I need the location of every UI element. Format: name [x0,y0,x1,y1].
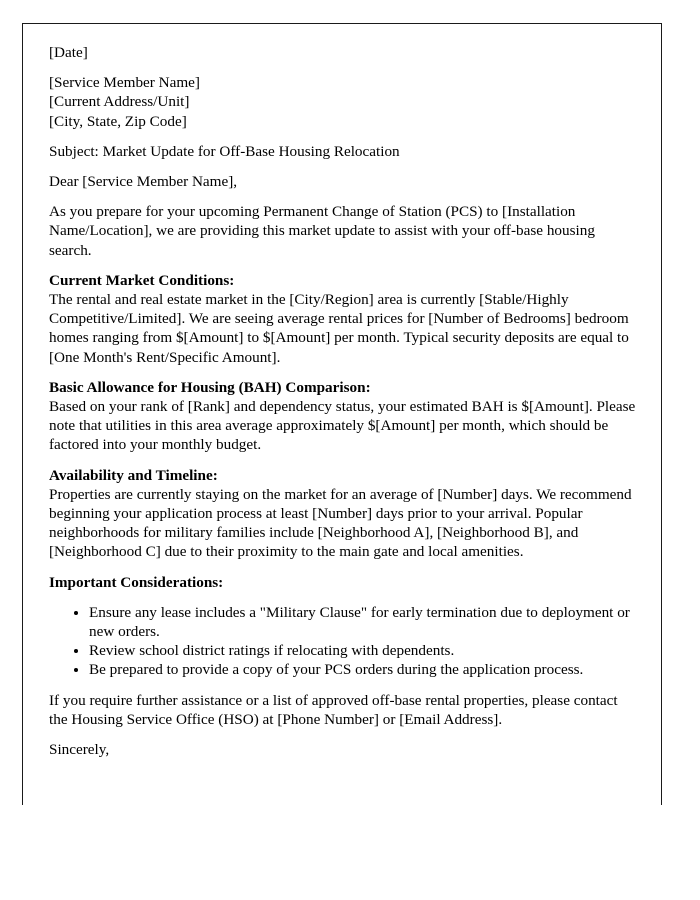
intro-paragraph-block [49,202,639,260]
subject-line: Subject: Market Update for Off-Base Housing Relocation [49,142,400,160]
document-page [22,23,662,805]
date-line: [Date] [49,44,88,61]
salutation-line: Dear [Service Member Name], [49,173,238,191]
signoff-line: Sincerely, [49,741,110,759]
section-availability-and-timeline [49,466,639,562]
subject-block [49,142,639,161]
section-heading-important-considerations: Important Considerations: [49,573,224,591]
signoff-block [49,740,639,759]
closing-paragraph: If you require further assistance or a list of approved off-base rental properties, please contact the Housing Service Office (HSO) at [Phone Number] or [Email Address]. [49,691,618,728]
recipient-address-line: [Current Address/Unit] [49,93,190,111]
considerations-list [49,603,639,680]
list-item: • Ensure any lease includes a "Military Clause" for early termination due to deployment or new orders. [89,603,639,641]
section-heading-current-market-conditions: Current Market Conditions: [49,271,235,289]
section-body-availability-and-timeline: Properties are currently staying on the market for an average of [Number] days. We recommend beginning your application process at least [Number] days prior to your arrival. Popular neighborhoods for military families include [Neighborhood A], [Neighborhood B], and [Neighborhood C] due to their proximity to the main gate and local amenities. [49,485,632,561]
date-block [49,43,639,62]
intro-paragraph: As you prepare for your upcoming Permanent Change of Station (PCS) to [Installation Name/Location], we are providing this market update to assist with your off-base housing search. [49,203,595,259]
section-body-current-market-conditions: The rental and real estate market in the [City/Region] area is currently [Stable/Highly Competitive/Limited]. We are seeing average rental prices for [Number of Bedrooms] bedroom homes ranging from $[Amount] to $[Amount] per month. Typical security deposits are equal to [One Month's Rent/Specific Amount]. [49,291,629,366]
letter-body [49,43,639,759]
list-item: • Review school district ratings if relocating with dependents. [89,641,639,660]
list-item: • Be prepared to provide a copy of your PCS orders during the application process. [89,660,639,679]
section-bah-comparison [49,378,639,455]
section-body-bah-comparison: Based on your rank of [Rank] and dependency status, your estimated BAH is $[Amount]. Please note that utilities in this area average approximately $[Amount] per month, which should be factored into your monthly budget. [49,398,636,454]
section-heading-bah-comparison: Basic Allowance for Housing (BAH) Comparison: [49,378,371,396]
section-important-considerations [49,573,639,680]
closing-paragraph-block [49,691,639,729]
recipient-address-block [49,73,639,131]
section-heading-availability-and-timeline: Availability and Timeline: [49,466,218,484]
salutation-block [49,172,639,191]
section-current-market-conditions [49,271,639,367]
recipient-city-state-zip-line: [City, State, Zip Code] [49,112,187,130]
recipient-name-line: [Service Member Name] [49,74,200,92]
